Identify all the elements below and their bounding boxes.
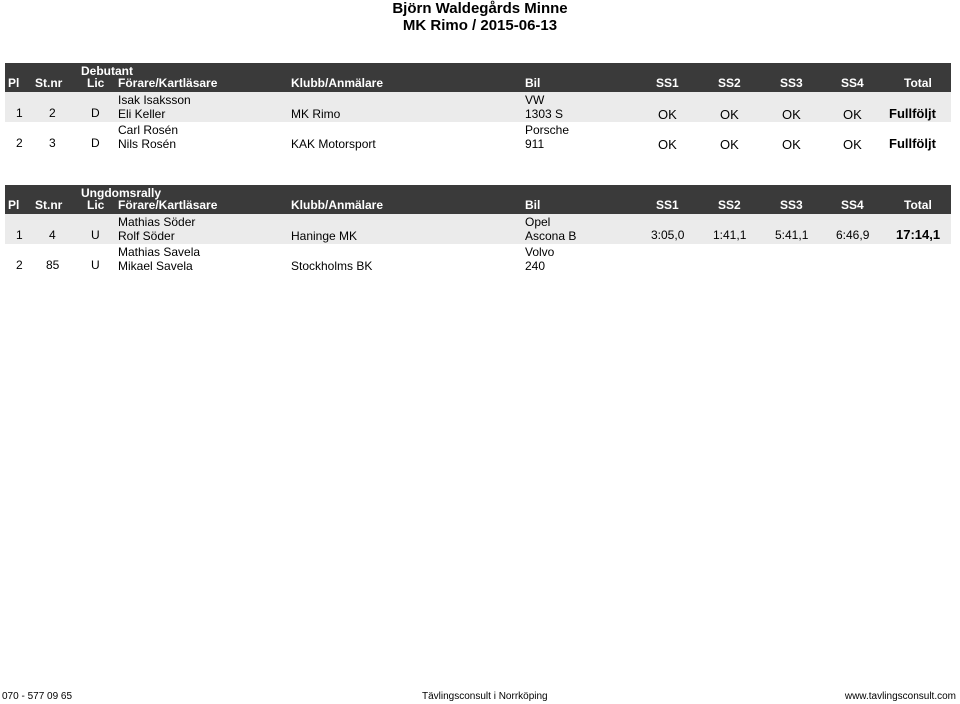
header-stnr: St.nr: [35, 198, 63, 212]
table-row: [5, 214, 951, 244]
footer-company: Tävlingsconsult i Norrköping: [422, 691, 548, 702]
cell-car-model: 911: [525, 137, 545, 151]
page-subtitle: MK Rimo / 2015-06-13: [402, 17, 558, 34]
cell-ss4: 6:46,9: [836, 228, 870, 242]
cell-stnr: 2: [49, 106, 56, 120]
header-ss1: SS1: [656, 76, 679, 90]
footer-website: www.tavlingsconsult.com: [844, 691, 956, 702]
header-ss4: SS4: [841, 198, 864, 212]
cell-ss3: OK: [782, 107, 801, 122]
cell-codriver: Mikael Savela: [118, 259, 193, 273]
header-ss3: SS3: [780, 76, 803, 90]
cell-total: Fullföljt: [889, 106, 936, 121]
table-row: [5, 122, 951, 152]
table-header: [5, 185, 951, 214]
cell-codriver: Eli Keller: [118, 107, 166, 121]
header-stnr: St.nr: [35, 76, 63, 90]
page-footer: [0, 691, 960, 704]
cell-pl: 2: [16, 258, 23, 272]
class-block-ungdomsrally: [5, 185, 951, 274]
cell-car-make: Opel: [525, 215, 551, 229]
cell-stnr: 4: [49, 228, 56, 242]
class-block-debutant: [5, 63, 951, 152]
cell-ss1: OK: [658, 137, 677, 152]
cell-ss4: OK: [843, 137, 862, 152]
cell-pl: 1: [16, 106, 23, 120]
cell-car-model: 1303 S: [525, 107, 564, 121]
cell-stnr: 3: [49, 136, 56, 150]
cell-driver: Mathias Söder: [118, 215, 196, 229]
cell-total: 17:14,1: [896, 227, 941, 242]
cell-car-model: 240: [525, 259, 546, 273]
cell-ss1: OK: [658, 107, 677, 122]
header-pl: Pl: [8, 76, 20, 90]
cell-club: Stockholms BK: [291, 259, 373, 273]
cell-ss2: OK: [720, 137, 739, 152]
cell-lic: U: [91, 258, 100, 272]
header-ss2: SS2: [718, 76, 741, 90]
cell-ss2: OK: [720, 107, 739, 122]
class-name: Debutant: [81, 64, 133, 78]
header-club: Klubb/Anmälare: [291, 198, 384, 212]
cell-driver: Isak Isaksson: [118, 93, 191, 107]
cell-car-make: VW: [525, 93, 545, 107]
header-ss2: SS2: [718, 198, 741, 212]
cell-driver: Carl Rosén: [118, 123, 179, 137]
cell-codriver: Rolf Söder: [118, 229, 175, 243]
cell-car-make: Porsche: [525, 123, 570, 137]
header-pl: Pl: [8, 198, 20, 212]
cell-club: MK Rimo: [291, 107, 341, 121]
cell-club: Haninge MK: [291, 229, 358, 243]
cell-pl: 2: [16, 136, 23, 150]
class-name: Ungdomsrally: [81, 186, 162, 200]
cell-lic: U: [91, 228, 100, 242]
footer-phone: 070 - 577 09 65: [2, 691, 73, 702]
cell-car-make: Volvo: [525, 245, 555, 259]
header-car: Bil: [525, 198, 541, 212]
header-lic: Lic: [87, 76, 105, 90]
header-ss3: SS3: [780, 198, 803, 212]
table-row: [5, 244, 951, 274]
cell-driver: Mathias Savela: [118, 245, 201, 259]
cell-stnr: 85: [46, 258, 60, 272]
cell-ss3: 5:41,1: [775, 228, 809, 242]
header-total: Total: [904, 198, 932, 212]
cell-ss2: 1:41,1: [713, 228, 747, 242]
header-ss1: SS1: [656, 198, 679, 212]
header-total: Total: [904, 76, 932, 90]
cell-total: Fullföljt: [889, 136, 936, 151]
cell-codriver: Nils Rosén: [118, 137, 177, 151]
cell-ss3: OK: [782, 137, 801, 152]
cell-lic: D: [91, 136, 100, 150]
page-title: Björn Waldegårds Minne: [392, 0, 568, 17]
cell-lic: D: [91, 106, 100, 120]
cell-ss1: 3:05,0: [651, 228, 685, 242]
header-driver: Förare/Kartläsare: [118, 198, 218, 212]
cell-pl: 1: [16, 228, 23, 242]
header-club: Klubb/Anmälare: [291, 76, 384, 90]
cell-car-model: Ascona B: [525, 229, 577, 243]
table-row: [5, 92, 951, 122]
header-driver: Förare/Kartläsare: [118, 76, 218, 90]
cell-club: KAK Motorsport: [291, 137, 376, 151]
header-car: Bil: [525, 76, 541, 90]
header-lic: Lic: [87, 198, 105, 212]
header-ss4: SS4: [841, 76, 864, 90]
table-header: [5, 63, 951, 92]
cell-ss4: OK: [843, 107, 862, 122]
